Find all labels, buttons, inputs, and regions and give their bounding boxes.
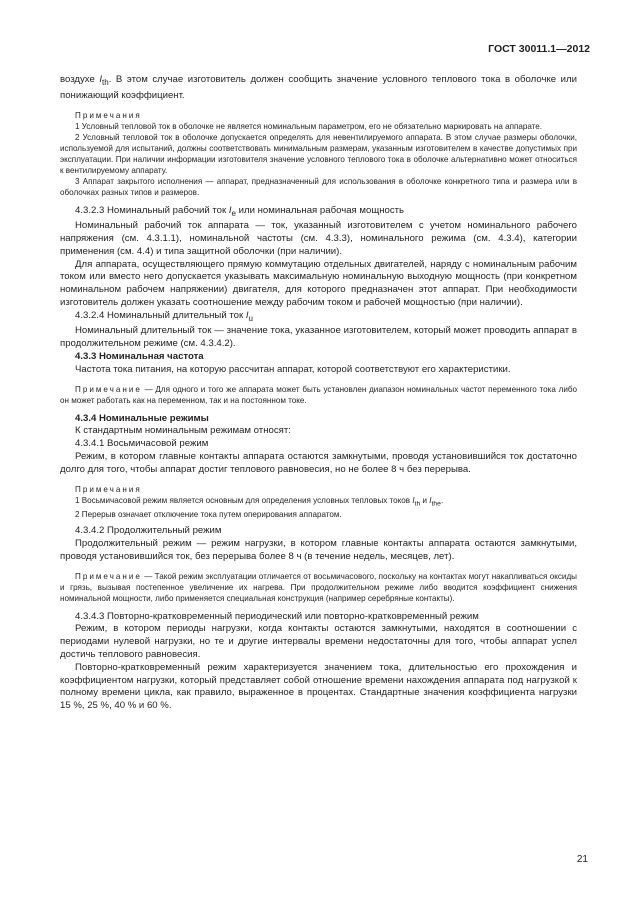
document-body: [60, 40, 577, 713]
note-label: Примечание: [75, 571, 142, 581]
text-run: . В этом случае изготовитель должен сообщить значение условного теплового тока в оболочке или понижающий коэффициент.: [60, 74, 577, 101]
section-433-title: 4.3.3 Номинальная частота: [75, 351, 204, 363]
section-4323-paragraph-2: Для аппарата, осуществляющего прямую коммутацию отдельных двигателей, наряду с номинальным рабочим током или вместо него допускается указывать максимальную номинальную выходную мощность (при конкретном номинальном рабочем напряжении) двигателя, для которого предназначен этот аппарат. При необходимости изготовитель должен указать соотношение между рабочим током и рабочей мощностью (при наличии).: [60, 258, 577, 308]
text-run: воздухе: [60, 74, 100, 85]
section-4343-paragraph-2: Повторно-кратковременный режим характеризуется значением тока, длительностью его прохождения и коэффициентом нагрузки, который представляет собой отношение времени нахождения аппарата под нагрузкой к полному времени цикла, как правило, выраженное в процентах. Стандартные значения коэффициента нагрузки 15 %, 25 %, 40 % и 60 %.: [60, 661, 577, 712]
section-434-title: 4.3.4 Номинальные режимы: [75, 412, 209, 424]
section-4342-paragraph: Продолжительный режим — режим нагрузки, в котором главные контакты аппарата остаются замкнутыми, проводя установившийся ток, без перерыва более 8 ч (в течение недель, месяцев, лет).: [60, 538, 577, 562]
note-1: 1 Условный тепловой ток в оболочке не является номинальным параметром, его не обязательно маркировать на аппарате.: [75, 121, 543, 131]
section-4342-title: 4.3.4.2 Продолжительный режим: [75, 525, 222, 537]
text-run: или номинальная рабочая мощность: [235, 204, 405, 216]
text-run: 1 Восьмичасовой режим является основным для определения условных тепловых токов: [75, 495, 413, 505]
section-4343-title: 4.3.4.3 Повторно-кратковременный периодический или повторно-кратковременный режим: [75, 610, 479, 622]
symbol-subscript: u: [248, 313, 253, 323]
text-run: 4.3.2.3 Номинальный рабочий ток: [75, 204, 229, 216]
note-label: Примечание: [75, 384, 142, 394]
section-4341-paragraph: Режим, в котором главные контакты аппарата остаются замкнутыми, проводя установившийся ток достаточно долго для того, чтобы аппарат достиг теплового равновесия, но не более 8 ч без перерыва.: [60, 451, 577, 475]
section-434-paragraph: К стандартным номинальным режимам относят:: [75, 425, 291, 437]
text-run: и: [420, 495, 430, 505]
current-symbol: I: [99, 74, 103, 85]
symbol-subscript: e: [231, 208, 236, 218]
text-run: .: [440, 495, 444, 505]
notes-heading: Примечания: [75, 110, 142, 120]
symbol-subscript: th: [102, 77, 109, 87]
note-text: — Для одного и того же аппарата может быть установлен диапазон номинальных частот переменного тока либо он может работать как на переменном, так и на постоянном токе.: [60, 384, 577, 405]
symbol-subscript: the: [431, 500, 441, 508]
text-run: 4.3.2.4 Номинальный длительный ток: [75, 309, 246, 321]
intro-paragraph: [60, 74, 577, 103]
section-4324-title: [60, 310, 577, 326]
current-symbol: I: [429, 495, 432, 505]
section-4343-paragraph-1: Режим, в котором периоды нагрузки, когда контакты остаются замкнутыми, находятся в соотношении с периодами нулевой нагрузки, но те и другие интервалы времени недостаточны для того, чтобы аппарат успел достичь теплового равновесия.: [60, 623, 577, 661]
section-4324-paragraph: Номинальный длительный ток — значение тока, указанное изготовителем, который может проводить аппарат в продолжительном режиме (см. 4.3.4.2).: [60, 325, 577, 350]
current-symbol: I: [412, 495, 415, 505]
section-4342-note: [60, 571, 577, 604]
section-433-paragraph: Частота тока питания, на которую рассчитан аппарат, которой соответствуют его характеристики.: [75, 363, 511, 375]
section-4323-title: [60, 205, 577, 221]
note-text: — Такой режим эксплуатации отличается от восьмичасового, поскольку на контактах могут накапливаться оксиды и грязь, вызывая постепенное увеличение их нагрева. При продолжительном режиме либо вводится коэффициент снижения номинальной мощности, либо применяется специальная конструкция (например серебряные контакты).: [60, 571, 577, 603]
section-433-note: [60, 384, 577, 406]
notes-heading: Примечания: [75, 484, 142, 494]
note-2: 2 Условный тепловой ток в оболочке допускается определять для невентилируемого аппарата. В этом случае размеры оболочки, используемой для испытаний, должны соответствовать минимальным размерам, указанным изготовителем в качестве допустимых при эксплуатации. При наличии информации изготовителя значение условного теплового тока в оболочке альтернативно может относиться к вентилируемому аппарату.: [60, 132, 577, 175]
page-number: 21: [576, 854, 588, 865]
section-4341-title: 4.3.4.1 Восьмичасовой режим: [75, 438, 209, 450]
standard-code-header: ГОСТ 30011.1—2012: [488, 43, 590, 55]
current-symbol: I: [228, 204, 232, 216]
note-3: 3 Аппарат закрытого исполнения — аппарат, предназначенный для использования в оболочке конкретного типа и размера или в оболочках разных типов и размеров.: [60, 176, 577, 197]
symbol-subscript: th: [414, 500, 421, 508]
current-symbol: I: [245, 309, 249, 321]
section-4323-paragraph-1: Номинальный рабочий ток аппарата — ток, указанный изготовителем с учетом номинального рабочего напряжения (см. 4.3.1.1), номинальной частоты (см. 4.3.3), номинального режима (см. 4.3.4), категории применения (см. 4.4) и типа защитной оболочки (при наличии).: [60, 220, 577, 257]
section-4341-note-2: 2 Перерыв означает отключение тока путем оперирования аппаратом.: [75, 510, 342, 520]
section-4341-note-1: [60, 495, 577, 510]
